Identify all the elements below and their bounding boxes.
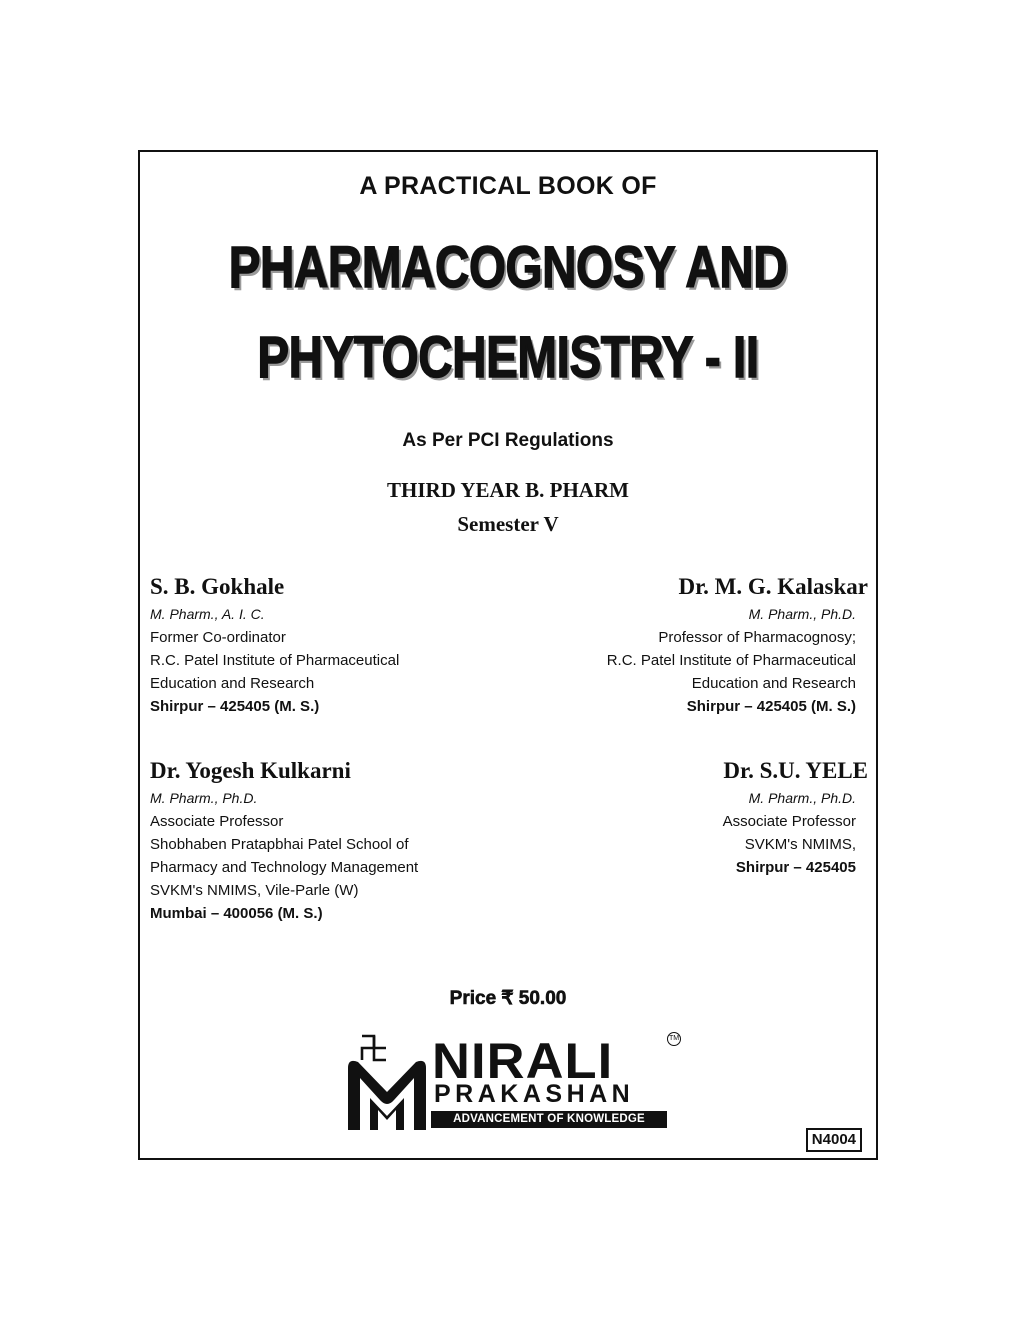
course-year: THIRD YEAR B. PHARM [387,478,629,502]
book-title-line1: PHARMACOGNOSY AND [228,235,788,300]
author-detail: Former Co-ordinator [150,629,286,646]
book-code: N4004 [806,1128,862,1152]
author-degree: M. Pharm., Ph.D. [150,790,258,806]
publisher-emblem-icon [344,1032,430,1130]
author-detail: Education and Research [150,675,315,692]
author-degree: M. Pharm., Ph.D. [748,790,856,806]
author-location: Shirpur – 425405 [735,859,856,876]
author-detail: Professor of Pharmacognosy; [658,629,856,646]
author-gokhale [150,572,399,718]
author-kulkarni [150,756,418,925]
author-location: Mumbai – 400056 (M. S.) [150,905,323,922]
author-detail: R.C. Patel Institute of Pharmaceutical [606,652,856,669]
author-name: Dr. Yogesh Kulkarni [150,758,351,783]
publisher-subname: PRAKASHAN [434,1080,635,1108]
author-detail: SVKM's NMIMS, [744,836,856,853]
author-detail: SVKM's NMIMS, Vile-Parle (W) [150,882,359,899]
author-detail: R.C. Patel Institute of Pharmaceutical [150,652,400,669]
trademark-mark: TM [667,1032,681,1046]
book-title-line2: PHYTOCHEMISTRY - II [257,325,759,390]
author-location: Shirpur – 425405 (M. S.) [150,698,320,715]
author-detail: Associate Professor [150,813,284,830]
publisher-name: NIRALI [432,1033,614,1089]
author-degree: M. Pharm., Ph.D. [748,606,856,622]
author-yele [722,756,868,879]
author-location: Shirpur – 425405 (M. S.) [686,698,856,715]
publisher-logo [344,1032,684,1132]
author-name: Dr. M. G. Kalaskar [678,574,868,599]
author-detail: Shobhaben Pratapbhai Patel School of [150,836,409,853]
semester: Semester V [457,512,559,536]
price: Price ₹ 50.00 [449,988,567,1009]
cover-frame [138,150,878,1160]
author-degree: M. Pharm., A. I. C. [150,606,265,622]
series-title: A PRACTICAL BOOK OF [359,172,657,200]
author-detail: Associate Professor [722,813,856,830]
author-detail: Education and Research [691,675,856,692]
author-kalaskar [606,572,868,718]
regulation-note: As Per PCI Regulations [402,430,614,451]
author-name: S. B. Gokhale [150,574,285,599]
author-name: Dr. S.U. YELE [723,758,868,783]
author-detail: Pharmacy and Technology Management [150,859,419,876]
publisher-tagline: ADVANCEMENT OF KNOWLEDGE [431,1111,667,1128]
